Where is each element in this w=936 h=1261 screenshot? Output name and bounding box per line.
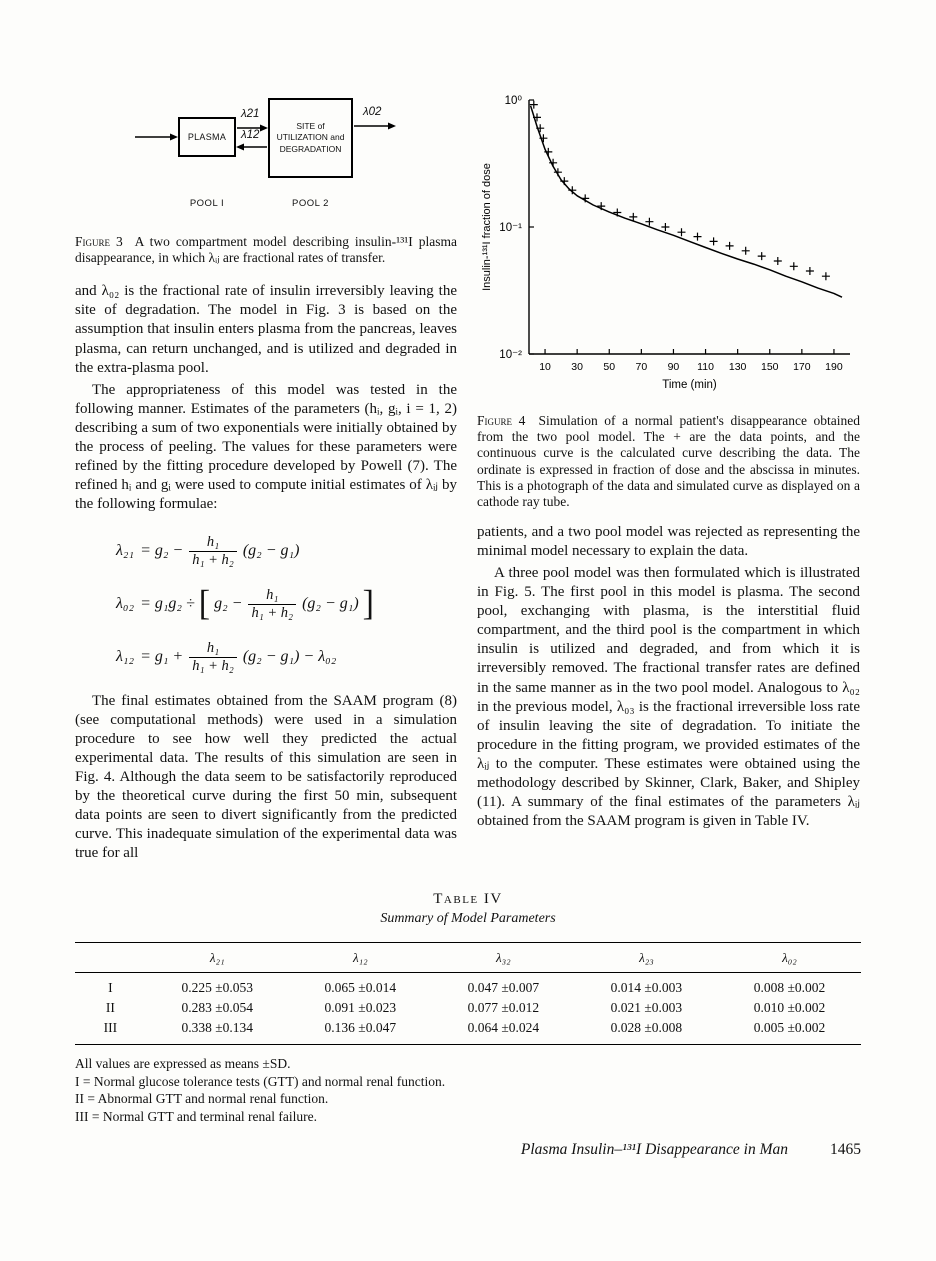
column-header: λ₃₂: [432, 943, 575, 973]
svg-text:70: 70: [635, 361, 648, 373]
paragraph: patients, and a two pool model was rejected as representing the minimal model necessary to explain the data.: [477, 524, 860, 560]
column-header: λ₁₂: [289, 943, 432, 973]
figure4-plot: [477, 86, 860, 400]
table-iv: [75, 942, 861, 1045]
svg-text:10⁻¹: 10⁻¹: [499, 222, 522, 234]
column-header: [75, 943, 146, 973]
fraction: $\frac{\text{h₁}}{\text{h₁ + h₂}}$: [189, 640, 237, 674]
svg-text:150: 150: [760, 361, 779, 373]
lambda02-label: λ02: [363, 106, 382, 118]
pool1-label: POOL I: [189, 198, 225, 209]
table-subtitle: Summary of Model Parameters: [380, 911, 556, 926]
svg-text:130: 130: [728, 361, 747, 373]
table-row: I 0.225 ±0.053 0.065 ±0.014 0.047 ±0.007 0.014 ±0.003 0.008 ±0.002: [108, 980, 826, 995]
lambda21-label: λ21: [241, 108, 260, 120]
footnote: I = Normal glucose tolerance tests (GTT) and normal renal function.: [75, 1073, 446, 1089]
equations-block: [75, 534, 457, 675]
site-box-label: SITE of UTILIZATION and DEGRADATION: [276, 120, 345, 154]
pool2-label: POOL 2: [292, 198, 329, 209]
table-row: II 0.283 ±0.054 0.091 ±0.023 0.077 ±0.012 0.021 ±0.003 0.010 ±0.002: [105, 1000, 826, 1015]
svg-text:50: 50: [603, 361, 616, 373]
footnote: III = Normal GTT and terminal renal failure.: [75, 1108, 318, 1124]
table-footnotes: [75, 1055, 861, 1125]
figure3-caption: Figure 3 A two compartment model describing insulin-¹³¹I plasma disappearance, in which λᵢⱼ are fractional rates of transfer.: [75, 234, 457, 266]
left-column: [75, 95, 457, 863]
svg-text:170: 170: [793, 361, 811, 373]
column-header: λ₂₃: [575, 943, 718, 973]
footnote: All values are expressed as means ±SD.: [75, 1056, 291, 1071]
svg-text:30: 30: [571, 361, 583, 373]
fraction: $\frac{\text{h₁}}{\text{h₁ + h₂}}$: [189, 534, 237, 568]
paragraph: The appropriateness of this model was tested in the following manner. Estimates of the parameters (hᵢ, gᵢ, i = 1, 2) describing a sum of two exponentials were initially obtained by the process of peeling. The values for these parameters were refined by the fitting procedure developed by Powell (7). The refined hᵢ and gᵢ were used to compute initial estimates of λᵢⱼ by the following formulae:: [75, 381, 457, 512]
svg-text:Insulin-¹³¹I fraction of dose: Insulin-¹³¹I fraction of dose: [481, 163, 493, 291]
plasma-box: [178, 117, 236, 157]
equation-lambda12: λ₁₂ = g₁ + $\frac{\text{h₁}}{\text{h₁ + h₂}}$ (g₂ − g₁) − λ₀₂: [116, 640, 337, 674]
svg-text:10: 10: [539, 361, 551, 373]
page-number: 1465: [830, 1141, 861, 1159]
column-header: λ₂₁: [146, 943, 289, 973]
plasma-box-label: PLASMA: [187, 132, 227, 142]
lambda12-label: λ12: [241, 129, 260, 141]
column-header: λ₀₂: [718, 943, 861, 973]
paragraph: A three pool model was then formulated which is illustrated in Fig. 5. The first pool in this model is plasma. The second pool, exchanging with plasma, is the interstitial fluid compartment, and the third pool is the compartment in which insulin is utilized and degraded, and from which it is irreversibly removed. The fractional transfer rates are defined in the same manner as in the two pool model. Analogous to λ₀₂ in the previous model, λ₀₃ is the fractional irreversible loss rate of insulin leaving the site of degradation. To initiate the procedure in the fitting program, we provided estimates of the λᵢⱼ to the computer. These estimates were obtained using the methodology described by Skinner, Clark, Baker, and Shipley (11). A summary of the final estimates of the parameters λᵢⱼ obtained from the SAAM program is given in Table IV.: [477, 565, 860, 829]
figure3-diagram: [75, 95, 457, 223]
left-bracket: [: [198, 584, 211, 624]
svg-text:Time (min): Time (min): [662, 379, 717, 391]
table-iv-section: [75, 891, 861, 1159]
page-footer: [75, 1141, 861, 1159]
figure3-caption-label: Figure 3: [75, 234, 123, 249]
site-box: [268, 98, 353, 178]
svg-text:10⁻²: 10⁻²: [499, 349, 522, 361]
running-title: Plasma Insulin–¹³¹I Disappearance in Man: [520, 1141, 788, 1159]
right-column: [477, 86, 860, 831]
svg-text:10⁰: 10⁰: [504, 95, 522, 107]
table-row: III 0.338 ±0.134 0.136 ±0.047 0.064 ±0.024 0.028 ±0.008 0.005 ±0.002: [103, 1020, 826, 1035]
figure4-caption-label: Figure 4: [477, 413, 526, 428]
table-header-row: [75, 943, 861, 973]
svg-text:110: 110: [697, 361, 714, 373]
equation-lambda21: λ₂₁ = g₂ − $\frac{\text{h₁}}{\text{h₁ + h₂}}$ (g₂ − g₁): [116, 533, 300, 568]
svg-text:90: 90: [667, 361, 680, 373]
svg-text:190: 190: [825, 361, 843, 373]
paragraph: The final estimates obtained from the SAAM program (8) (see computational methods) were used in a simulation procedure to see how well they predicted the actual experimental data. The results of this simulation are seen in Fig. 4. Although the data seem to be satisfactorily reproduced by the theoretical curve during the first 50 min, subsequent data points are seen to divert significantly from the predicted curve. This inadequate simulation of the experimental data was true for all: [75, 692, 457, 861]
footnote: II = Abnormal GTT and normal renal function.: [75, 1091, 329, 1107]
figure4-caption: Figure 4 Simulation of a normal patient's disappearance obtained from the two pool model. The + are the data points, and the continuous curve is the calculated curve describing the data. The ordinate is expressed in fraction of dose and the abscissa in minutes. This is a photograph of the data and simulated curve as displayed on a cathode ray tube.: [477, 413, 861, 509]
right-bracket: ]: [362, 584, 374, 624]
fraction: $\frac{\text{h₁}}{\text{h₁ + h₂}}$: [248, 587, 296, 621]
equation-lambda02: λ₀₂ = g₁g₂ ÷ [ g₂ − $\frac{\text{h₁}}{\text{h₁ + h₂}}$ (g₂ − g₁) ]: [116, 584, 374, 624]
paragraph: and λ₀₂ is the fractional rate of insulin irreversibly leaving the site of degradation. The model in Fig. 3 is based on the assumption that insulin enters plasma from the pancreas, leaves plasma, can return unchanged, and is utilized and degraded in the extra-plasma pool.: [75, 283, 457, 376]
diagram-arrows: [75, 95, 457, 223]
table-title: Table IV: [433, 891, 503, 907]
